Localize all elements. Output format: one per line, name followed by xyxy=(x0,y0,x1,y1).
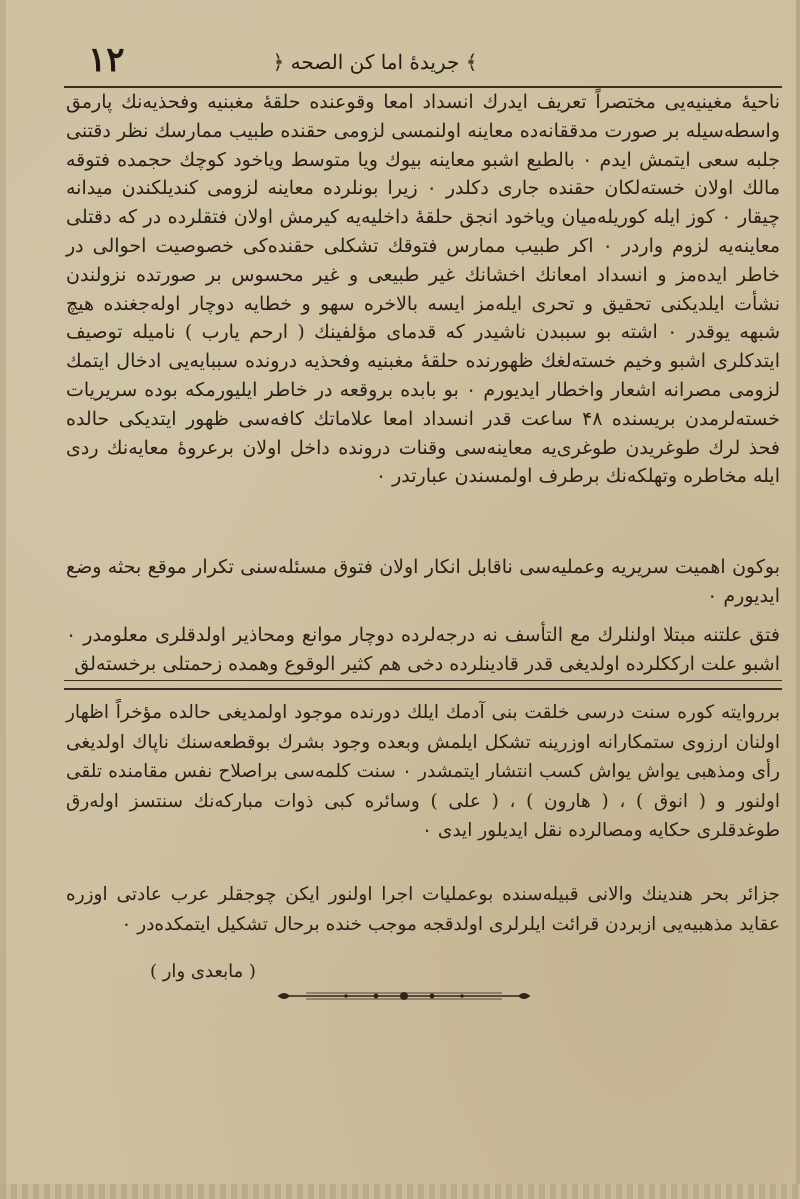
circumcision-paragraph xyxy=(66,698,780,846)
page-number: ١٢ xyxy=(88,40,125,80)
section-divider-thin xyxy=(64,680,782,681)
java-islands-text: جزائر بحر هندینك والانی قبیله‌سنده بوعملیات اجرا اولنور ایکن چوجقلر عرب عادتی اوزره عقاید مذهبیه‌یی ازبردن قرائت ایلرلری اولدقجه موجب خنده برحال تشکیل ایتمکده‌در ۰ xyxy=(66,884,780,935)
hernia-topic-paragraph xyxy=(66,553,780,611)
page-edge-right xyxy=(796,0,800,1199)
end-ornament xyxy=(276,989,532,1003)
java-islands-paragraph xyxy=(66,880,780,939)
circumcision-text: برروایته کوره سنت درسی خلقت بنی آدمك ایلك دورنده موجود اولمدیغی حالده مؤخراً اظهار اولنان ارزوی ستمکارانه اوزرینه تشکل ایلمش وبعده وجود بشرك بوقطعه‌سنك ناپاك اولدیغی رأی ومذهبی یواش یواش کسب انتشار ایتمشدر ۰ سنت کلمه‌سی براصلاح نفس مقامنده تلقی اولنور و ( انوق ) ، ( هارون ) ، ( علی ) وسائره کبی ذوات مبارکه‌نك سنتسز اوله‌رق طوغدقلری حکایه ومصالرده نقل ایدیلور ایدی ۰ xyxy=(66,702,780,841)
hernia-topic-text: بوکون اهمیت سریریه وعملیه‌سی ناقابل انکار اولان فتوق مسئله‌سنی تکرار موقع بحثه وضع ایدیورم ۰ xyxy=(66,556,780,607)
page-bottom-edge xyxy=(0,1184,800,1199)
section-divider-thick xyxy=(64,688,782,690)
continued-note: ( مابعدی وار ) xyxy=(150,961,256,982)
running-title: ﴿ جريدهٔ اما كن الصحه ﴾ xyxy=(272,50,478,74)
main-paragraph-text: ناحیهٔ مغینیه‌یی مختصراً تعریف ایدرك انسداد امعا وقوعنده حلقهٔ مغبنیه وفحذیه‌نك پارمق واسطه‌سیله بر صورت مدققانه‌ده معاینه اولنمسی لزومی حقنده طبیب ممارسك نظر دقتنی جلبه سعی ایتمش ایدم ۰ بالطبع اشبو معاینه بیوك ویا متوسط ویاخود کوچك حجمده فتوقه مالك اولان خسته‌لکان حقنده جاری دکلدر ۰ زیرا بونلرده معاینه لزومی کندیلکندن میدانه چیقار ۰ کوز ایله کوریله‌میان ویاخود انجق حلقهٔ داخلیه‌یه کیرمش اولان فتقلرده در که دقتلی معاینه‌یه لزوم واردر ۰ اکر طبیب ممارس فتوقك تشکلی حقنده‌کی خصوصیت احوالی در خاطر ایده‌مز و انسداد امعانك اخشانك غیر طبیعی و غیر محسوس بر صورتده نزولندن نشأت ایلدیکنی تحقیق و تحری ایله‌مز ایسه بالاخره سهو و خطایه دوچار اوله‌جغنده هیچ شبهه یوقدر ۰ اشته بو سببدن ناشیدر که قدمای مؤلفینك ( ارحم یارب ) نامیله توصیف ایتدکلری اشبو وخیم خسته‌لغك ظهورنده حلقهٔ مغبنیه وفحذیه درونده سببایه‌یی ادخال ایتمك لزومی مصرانه اشعار واخطار ایدیورم ۰ بو بابده بروقعه در خاطر ایلیورمکه بوده سریریات خسته‌لرمدن بریسنده ۴۸ ساعت قدر انسداد امعا علاماتك کافه‌سی ظهور ایتدیکی حالده فحذ لرك طوغریدن طوغری‌یه معاینه‌سی وقنات درونده داخل اولان برعروهٔ معایه‌نك ردی ایله مخاطره وتهلکه‌نك برطرف اولمسندن عبارتدر ۰ xyxy=(66,91,781,488)
page-edge-left xyxy=(0,0,6,1199)
hernia-intro-paragraph xyxy=(66,621,780,679)
hernia-intro-text: فتق علتنه مبتلا اولنلرك مع التأسف نه درجه‌لرده دوچار موانع ومحاذیر اولدقلری معلومدر ۰ اشبو علت ارککلرده اولدیغی قدر قادینلرده دخی هم کثیر الوقوع وهمده زحمتلی برخسته‌لق xyxy=(66,624,780,675)
main-paragraph xyxy=(66,88,780,491)
